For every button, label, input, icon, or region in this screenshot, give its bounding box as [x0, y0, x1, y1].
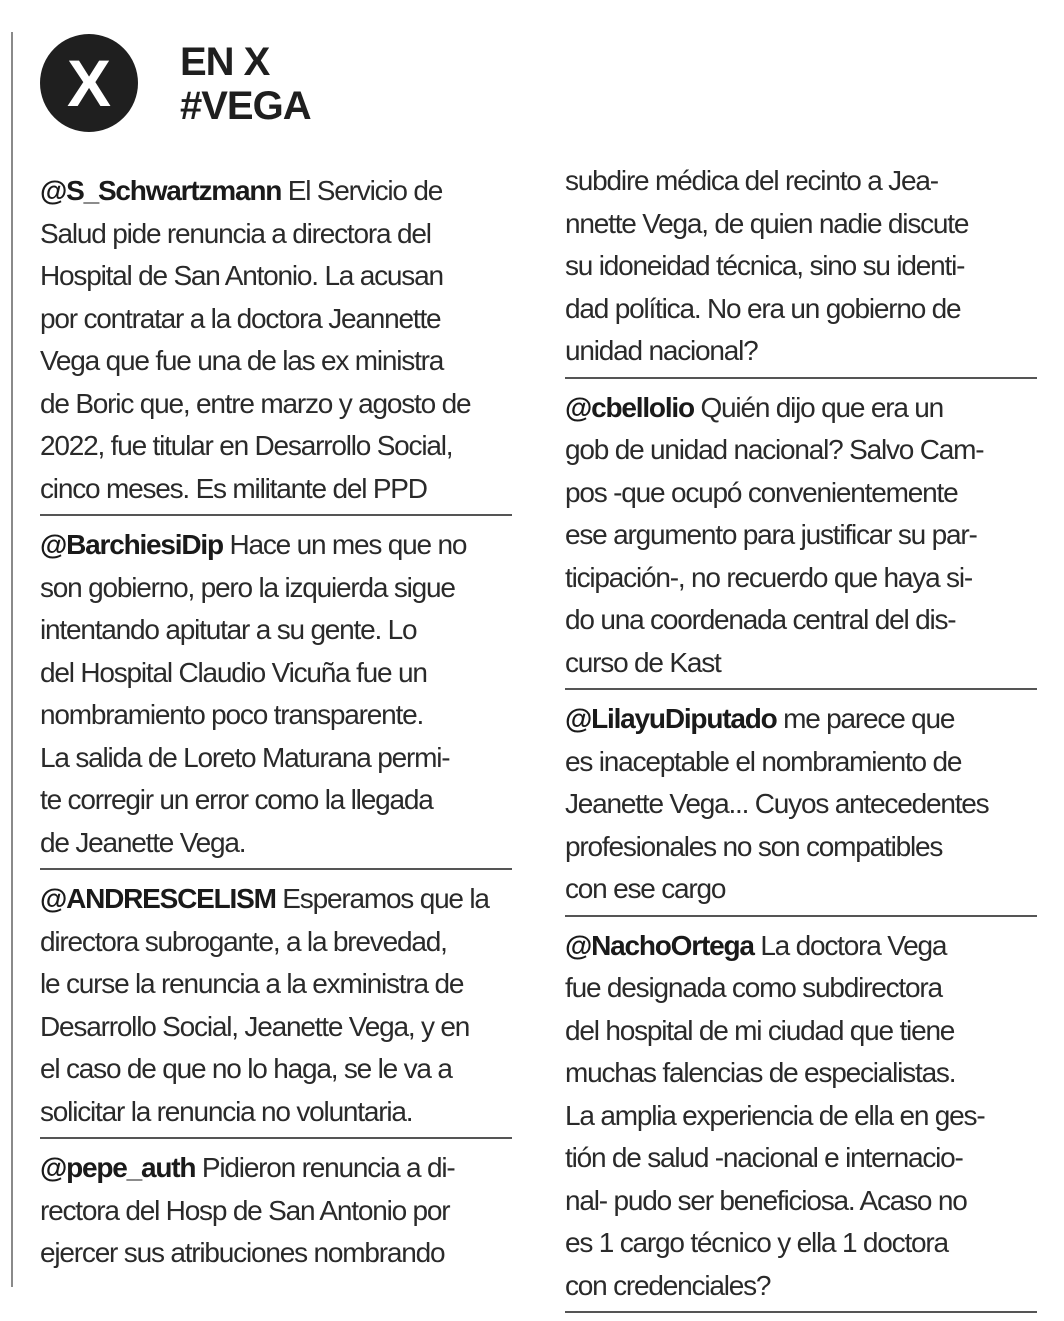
post-text-line: subdire médica del recinto a Jea-	[565, 165, 938, 196]
post-handle[interactable]: @LilayuDiputado	[565, 703, 777, 734]
post-text-line: nombramiento poco transparente.	[40, 699, 424, 730]
post-handle[interactable]: @NachoOrtega	[565, 929, 754, 961]
post-text-line: intentando apitutar a su gente. Lo	[40, 614, 417, 645]
post-text-line: son gobierno, pero la izquierda sigue	[40, 571, 455, 603]
section-header	[40, 34, 540, 144]
post-text-line: profesionales no son compatibles	[565, 830, 943, 862]
post-text-line: por contratar a la doctora Jeannette	[40, 302, 441, 334]
post-text-line: Pidieron renuncia a di-	[195, 1152, 455, 1183]
post-handle[interactable]: @BarchiesiDip	[40, 529, 223, 560]
post-text-line: ticipación-, no recuerdo que haya si-	[565, 561, 972, 593]
post-text-line: de Jeanette Vega.	[40, 826, 246, 858]
post-text-line: de Boric que, entre marzo y agosto de	[40, 387, 471, 419]
post-cbellolio	[565, 387, 1037, 691]
post-text-line: con ese cargo	[565, 873, 726, 904]
post-text-line: rectora del Hosp de San Antonio por	[40, 1194, 450, 1226]
section-title	[180, 40, 311, 128]
post-text-line: fue designada como subdirectora	[565, 972, 942, 1003]
post-text-line: Quién dijo que era un	[693, 391, 944, 423]
post-text-line: cinco meses. Es militante del PPD	[40, 472, 427, 504]
post-text-line: directora subrogante, a la brevedad,	[40, 925, 447, 957]
post-text-line: ese argumento para justificar su par-	[565, 519, 977, 550]
post-handle[interactable]: @S_Schwartzmann	[40, 175, 282, 206]
column-rule	[11, 32, 13, 1287]
x-logo-letter: X	[66, 46, 112, 120]
post-text-line: pos -que ocupó convenientemente	[565, 476, 958, 508]
post-text-line: Vega que fue una de las ex ministra	[40, 345, 444, 376]
x-logo-icon	[40, 34, 138, 132]
post-text-line: del Hospital Claudio Vicuña fue un	[40, 656, 427, 688]
post-text-line: La doctora Vega	[753, 929, 947, 961]
post-text-line: su idoneidad técnica, sino su identi-	[565, 250, 965, 281]
post-text-line: Hospital de San Antonio. La acusan	[40, 260, 443, 291]
post-text-line: do una coordenada central del dis-	[565, 604, 956, 635]
post-text-line: muchas falencias de especialistas.	[565, 1057, 956, 1088]
post-text-line: Esperamos que la	[275, 883, 489, 914]
post-text-line: ejercer sus atribuciones nombrando	[40, 1237, 445, 1268]
post-text-line: El Servicio de	[281, 175, 443, 206]
post-text-line: le curse la renuncia a la exministra de	[40, 968, 464, 999]
title-line-1: EN X	[180, 40, 270, 84]
left-column	[40, 170, 512, 1287]
post-nachoortega	[565, 925, 1037, 1314]
post-text-line: Jeanette Vega... Cuyos antecedentes	[565, 788, 989, 819]
post-text-line: gob de unidad nacional? Salvo Cam-	[565, 434, 984, 465]
post-lilayudiputado	[565, 698, 1037, 917]
post-text-line: es inaceptable el nombramiento de	[565, 745, 962, 777]
post-handle[interactable]: @ANDRESCELISM	[40, 883, 276, 914]
post-text-line: con credenciales?	[565, 1269, 771, 1301]
post-text-line: curso de Kast	[565, 646, 721, 678]
post-pepe-auth-continued	[565, 160, 1037, 379]
post-text-line: unidad nacional?	[565, 335, 758, 366]
post-text-line: dad política. No era un gobierno de	[565, 292, 961, 324]
post-andrescelism	[40, 878, 512, 1139]
post-text-line: el caso de que no lo haga, se le va a	[40, 1053, 452, 1084]
post-text-line: La salida de Loreto Maturana permi-	[40, 741, 450, 773]
post-barchiesidip	[40, 524, 512, 870]
post-text-line: nnette Vega, de quien nadie discute	[565, 207, 969, 239]
post-text-line: La amplia experiencia de ella en ges-	[565, 1099, 985, 1131]
post-pepe-auth	[40, 1147, 512, 1279]
post-text-line: del hospital de mi ciudad que tiene	[565, 1014, 955, 1046]
post-handle[interactable]: @cbellolio	[565, 391, 694, 423]
post-s-schwartzmann	[40, 170, 512, 516]
post-text-line: solicitar la renuncia no voluntaria.	[40, 1095, 413, 1127]
post-text-line: 2022, fue titular en Desarrollo Social,	[40, 430, 453, 461]
right-column	[565, 160, 1037, 1321]
post-text-line: me parece que	[776, 703, 955, 734]
post-text-line: nal- pudo ser beneficiosa. Acaso no	[565, 1184, 967, 1216]
post-text-line: tión de salud -nacional e internacio-	[565, 1142, 963, 1173]
post-text-line: Desarrollo Social, Jeanette Vega, y en	[40, 1010, 470, 1042]
post-text-line: Hace un mes que no	[222, 529, 467, 560]
post-handle[interactable]: @pepe_auth	[40, 1152, 196, 1183]
post-text-line: es 1 cargo técnico y ella 1 doctora	[565, 1227, 948, 1258]
post-text-line: te corregir un error como la llegada	[40, 784, 433, 815]
post-text-line: Salud pide renuncia a directora del	[40, 217, 431, 249]
title-line-2: #VEGA	[180, 84, 311, 128]
